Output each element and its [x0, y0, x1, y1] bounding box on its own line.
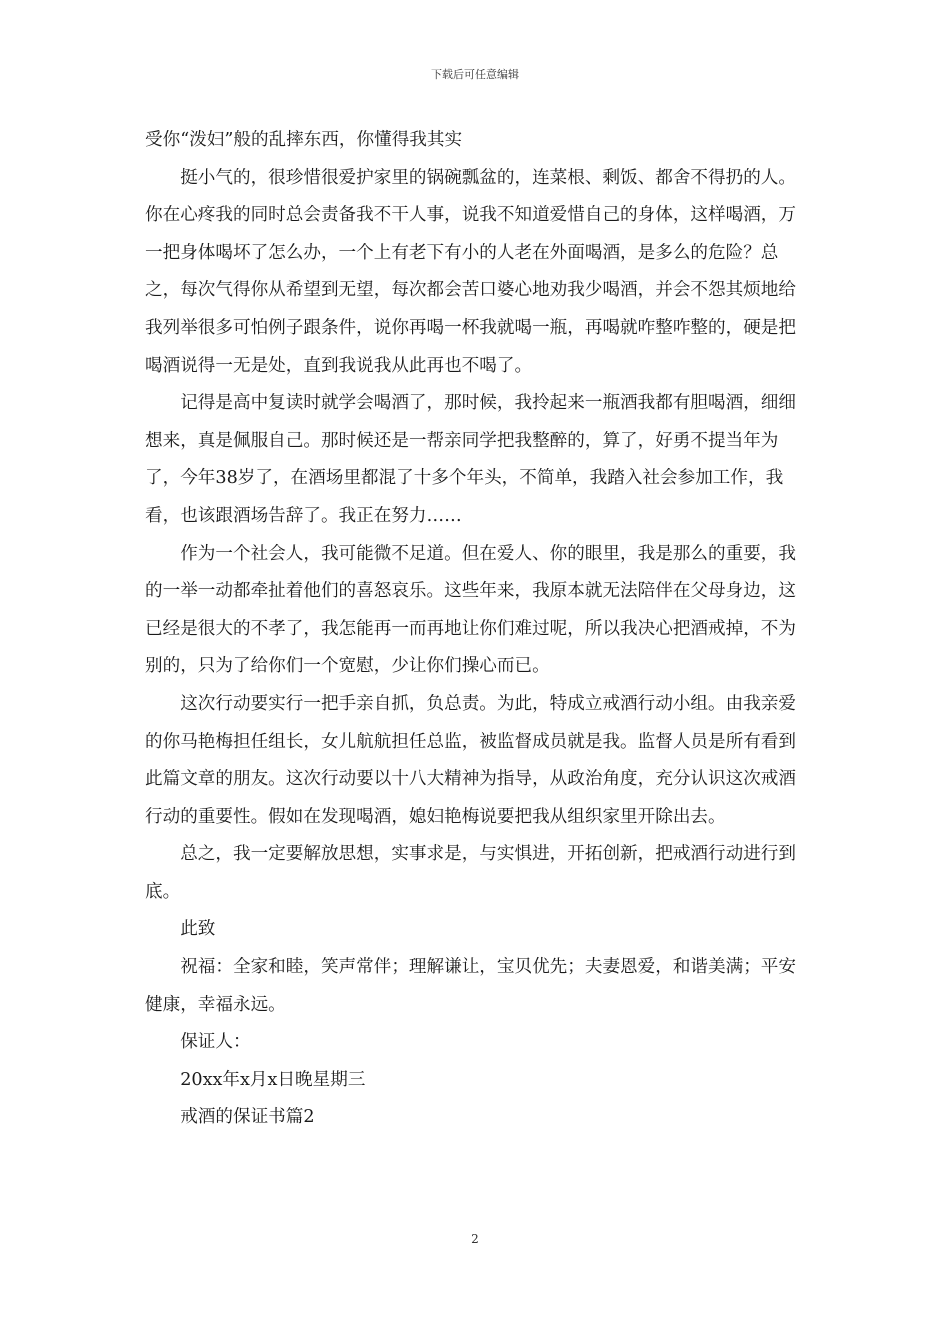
paragraph-continuation: 受你“泼妇”般的乱摔东西，你懂得我其实 — [145, 130, 463, 150]
paragraph: 这次行动要实行一把手亲自抓，负总责。为此，特成立戒酒行动小组。由我亲爱的你马艳梅担任组长，女儿航航担任总监，被监督成员就是我。监督人员是所有看到此篇文章的朋友。这次行动要以十八大精神为指导，从政治角度，充分认识这次戒酒行动的重要性。假如在发现喝酒，媳妇艳梅说要把我从组织家里开除出去。 — [145, 693, 796, 827]
date-line: 20xx年x月x日晚星期三 — [180, 1069, 366, 1090]
page-number: 2 — [471, 1232, 479, 1246]
document-body — [145, 122, 810, 1137]
page-header: 下载后可任意编辑 — [431, 68, 519, 81]
paragraph: 总之，我一定要解放思想，实事求是，与实惧进，开拓创新，把戒酒行动进行到底。 — [145, 844, 796, 902]
paragraph: 记得是高中复读时就学会喝酒了，那时候，我拎起来一瓶酒我都有胆喝酒，细细想来，真是佩服自己。那时候还是一帮亲同学把我整醉的，算了，好勇不提当年为了，今年38岁了，在酒场里都混了十多个年头，不简单，我踏入社会参加工作，我看，也该跟酒场告辞了。我正在努力…… — [145, 393, 796, 526]
blessing-paragraph: 祝福：全家和睦，笑声常伴；理解谦让，宝贝优先；夫妻恩爱，和谐美满；平安健康，幸福永远。 — [145, 957, 796, 1015]
section-heading: 戒酒的保证书篇2 — [180, 1107, 315, 1128]
paragraph: 作为一个社会人，我可能微不足道。但在爱人、你的眼里，我是那么的重要，我的一举一动都牵扯着他们的喜怒哀乐。这些年来，我原本就无法陪伴在父母身边，这已经是很大的不孝了，我怎能再一而再地让你们难过呢，所以我决心把酒戒掉，不为别的，只为了给你们一个宽慰，少让你们操心而已。 — [145, 543, 796, 677]
guarantor-label: 保证人： — [180, 1032, 251, 1053]
closing-salutation: 此致 — [180, 919, 216, 940]
paragraph: 挺小气的，很珍惜很爱护家里的锅碗瓢盆的，连菜根、剩饭、都舍不得扔的人。你在心疼我的同时总会责备我不干人事，说我不知道爱惜自己的身体，这样喝酒，万一把身体喝坏了怎么办，一个上有老下有小的人老在外面喝酒，是多么的危险？总之，每次气得你从希望到无望，每次都会苦口婆心地劝我少喝酒，并会不怨其烦地给我列举很多可怕例子跟条件，说你再喝一杯我就喝一瓶，再喝就咋整咋整的，硬是把喝酒说得一无是处，直到我说我从此再也不喝了。 — [145, 167, 796, 376]
